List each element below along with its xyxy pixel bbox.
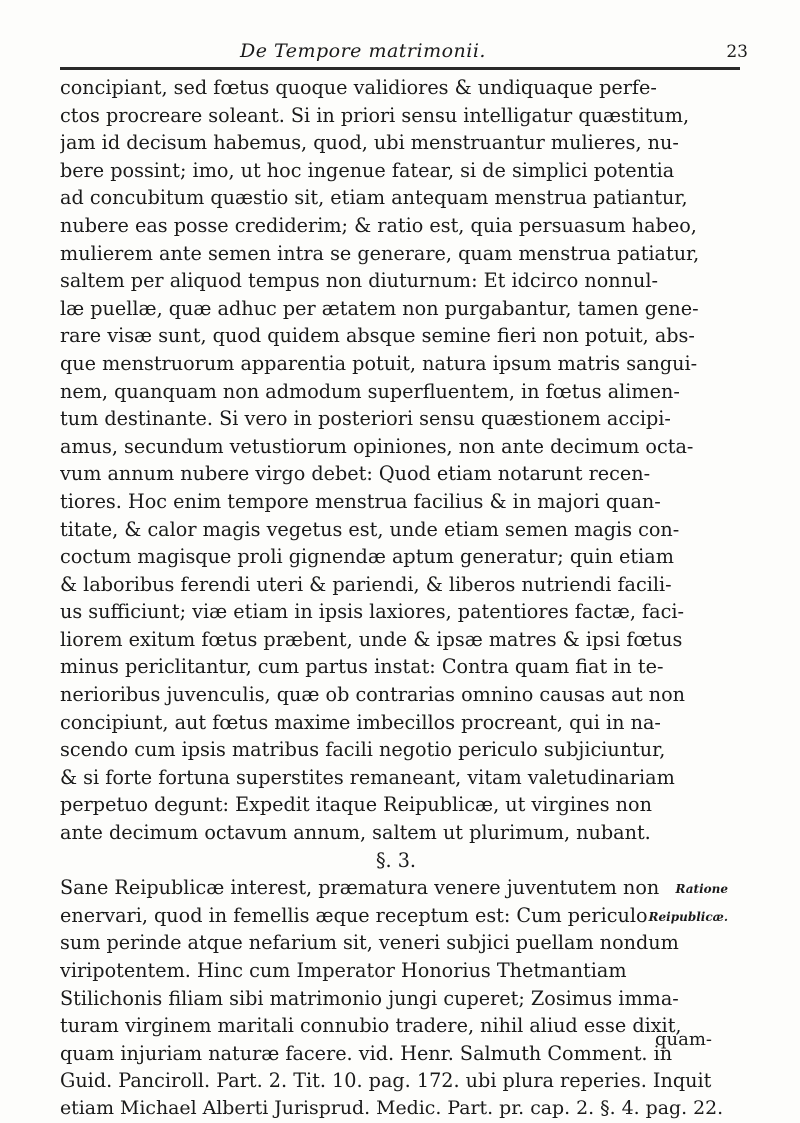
- text-line: liorem exitum fœtus præbent, unde & ipsæ matres & ipsi fœtus: [60, 627, 683, 651]
- paragraph-1: [60, 74, 732, 847]
- text-line: sum perinde atque nefarium sit, veneri subjici puellam nondum: [60, 931, 679, 955]
- text-line: etiam Michael Alberti Jurisprud. Medic. Part. pr. cap. 2. §. 4. pag. 22.: [60, 1096, 724, 1119]
- text-line: viripotentem. Hinc cum Imperator Honorius Thetmantiam: [60, 959, 627, 982]
- text-line: ad concubitum quæstio sit, etiam antequam menstrua patiantur,: [60, 186, 688, 210]
- page-number: 23: [726, 42, 748, 62]
- text-line: enervari, quod in femellis æque receptum est: Cum periculo: [60, 903, 648, 927]
- text-line: tiores. Hoc enim tempore menstrua facilius & in majori quan-: [60, 489, 661, 513]
- paragraph-2: [60, 874, 732, 1122]
- text-line: bere possint; imo, ut hoc ingenue fatear, si de simplici potentia: [60, 158, 675, 182]
- text-line: Stilichonis filiam sibi matrimonio jungi cuperet; Zosimus imma-: [60, 986, 679, 1010]
- text-line: coctum magisque proli gignendæ aptum generatur; quin etiam: [60, 545, 674, 569]
- catchword: quam-: [655, 1029, 712, 1050]
- text-line: concipiant, sed fœtus quoque validiores & undiquaque perfe-: [60, 76, 657, 99]
- text-line: quam injuriam naturæ facere. vid. Henr. Salmuth Comment. in: [60, 1041, 673, 1065]
- text-line: Sane Reipublicæ interest, præmatura venere juventutem non: [60, 876, 660, 900]
- text-line: nubere eas posse crediderim; & ratio est, quia persuasum habeo,: [60, 213, 697, 237]
- text-line: mulierem ante semen intra se generare, quam menstrua patiatur,: [60, 241, 700, 265]
- text-line: jam id decisum habemus, quod, ubi menstruantur mulieres, nu-: [60, 131, 679, 155]
- text-line: turam virginem maritali connubio tradere, nihil aliud esse dixit,: [60, 1014, 682, 1038]
- text-line: læ puellæ, quæ adhuc per ætatem non purgabantur, tamen gene-: [60, 296, 699, 320]
- text-line: vum annum nubere virgo debet: Quod etiam notarunt recen-: [60, 462, 651, 486]
- running-title: De Tempore matrimonii.: [240, 40, 486, 62]
- body-text: [60, 74, 732, 1123]
- text-line: que menstruorum apparentia potuit, natura ipsum matris sangui-: [60, 351, 698, 375]
- text-line: concipiunt, aut fœtus maxime imbecillos procreant, qui in na-: [60, 710, 661, 734]
- margin-note-1: Ratione: [675, 882, 728, 897]
- text-line: tum destinante. Si vero in posteriori sensu quæstionem accipi-: [60, 407, 671, 431]
- text-line: & si forte fortuna superstites remaneant, vitam valetudinariam: [60, 765, 675, 789]
- page-header: [60, 40, 760, 66]
- text-line: titate, & calor magis vegetus est, unde etiam semen magis con-: [60, 517, 680, 541]
- text-line: ante decimum octavum annum, saltem ut plurimum, nubant.: [60, 821, 651, 845]
- text-line: saltem per aliquod tempus non diuturnum: Et idcirco nonnul-: [60, 269, 658, 293]
- text-line: us sufficiunt; viæ etiam in ipsis laxiores, patentiores factæ, faci-: [60, 600, 684, 624]
- text-line: rare visæ sunt, quod quidem absque semine fieri non potuit, abs-: [60, 324, 695, 348]
- text-line: minus periclitantur, cum partus instat: Contra quam fiat in te-: [60, 655, 664, 679]
- text-line: amus, secundum vetustiorum opiniones, non ante decimum octa-: [60, 434, 694, 458]
- header-rule: [60, 67, 740, 70]
- text-line: ctos procreare soleant. Si in priori sensu intelligatur quæstitum,: [60, 103, 690, 127]
- text-line: perpetuo degunt: Expedit itaque Reipublicæ, ut virgines non: [60, 793, 652, 817]
- text-line: Guid. Panciroll. Part. 2. Tit. 10. pag. 172. ubi plura reperies. Inquit: [60, 1069, 712, 1093]
- text-line: & laboribus ferendi uteri & pariendi, & liberos nutriendi facili-: [60, 572, 672, 596]
- section-mark: §. 3.: [375, 848, 417, 872]
- text-line: nem, quanquam non admodum superfluentem, in fœtus alimen-: [60, 379, 680, 403]
- text-line: nerioribus juvenculis, quæ ob contrarias omnino causas aut non: [60, 683, 686, 707]
- text-line: scendo cum ipsis matribus facili negotio periculo subjiciuntur,: [60, 738, 666, 762]
- margin-note-2: Reipublicæ.: [648, 910, 728, 925]
